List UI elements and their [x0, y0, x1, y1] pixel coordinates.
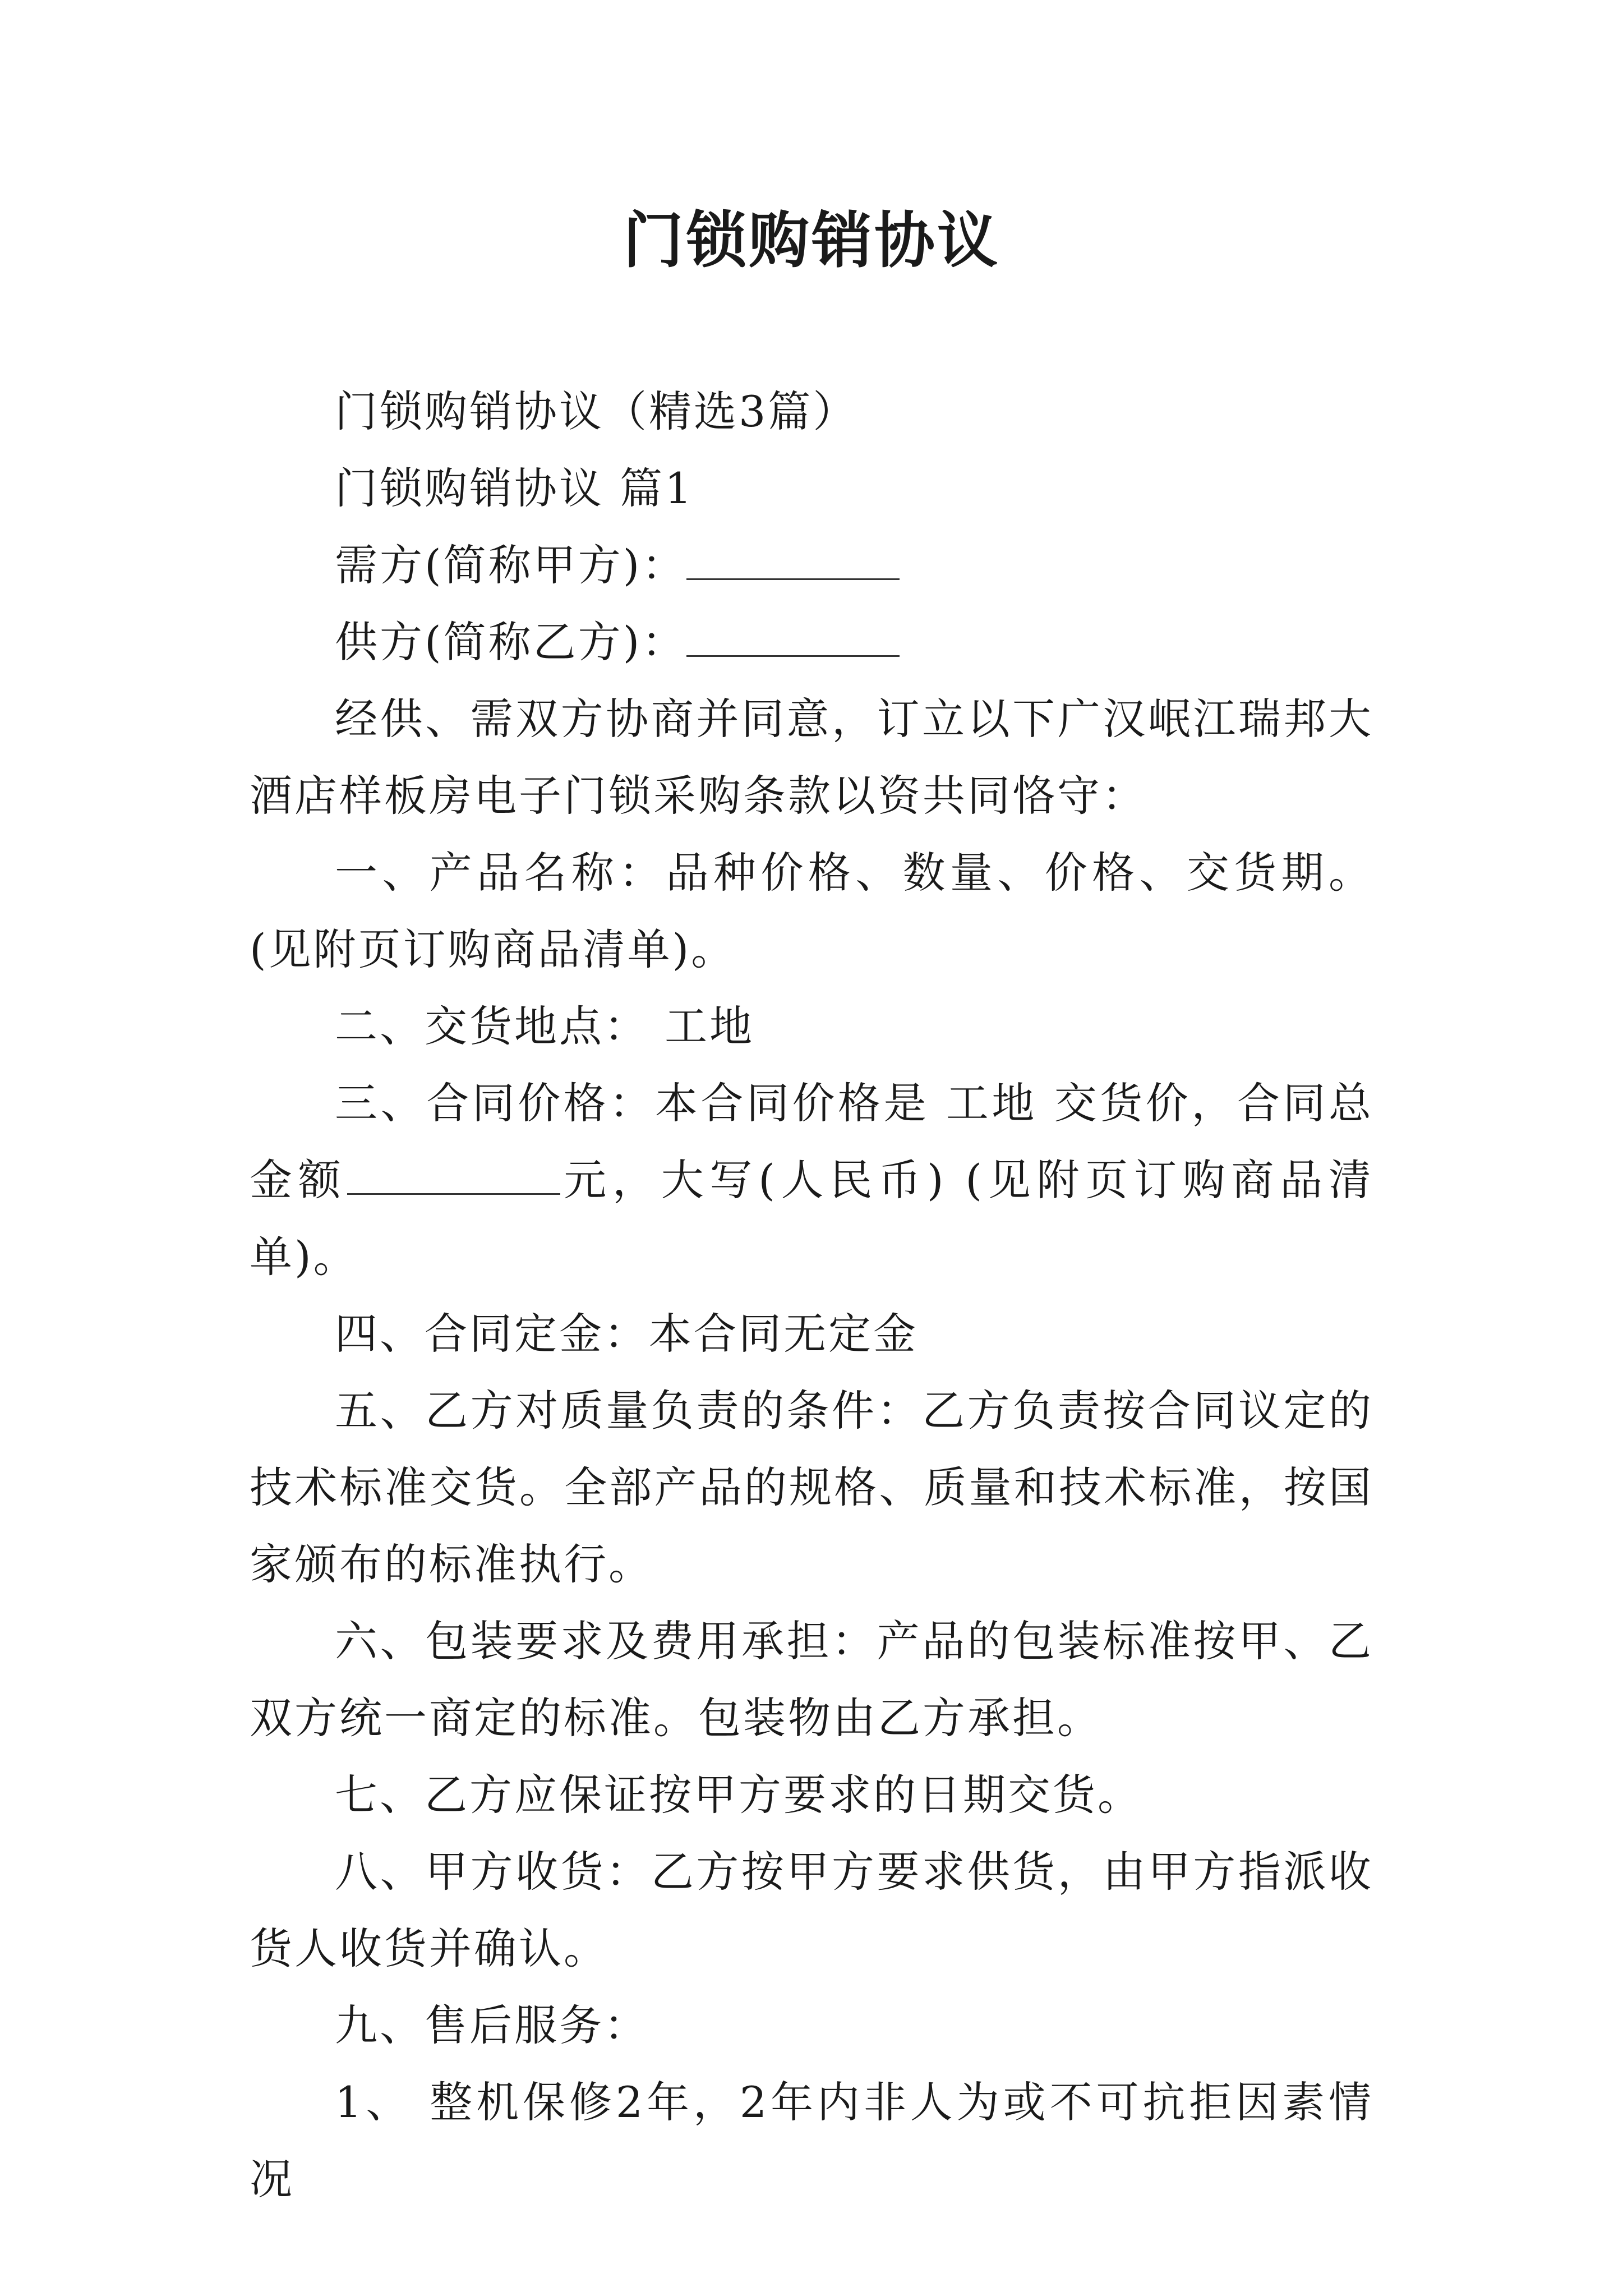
paragraph-buyer-line: [250, 527, 1373, 604]
paragraph-clause-7: 七、乙方应保证按甲方要求的日期交货。: [335, 1770, 1142, 1820]
paragraph-preamble: 经供、需双方协商并同意，订立以下广汉岷江瑞邦大酒店样板房电子门锁采购条款以资共同恪守：: [250, 694, 1373, 821]
paragraph-clause-3: [250, 1065, 1373, 1295]
paragraph-clause-4: 四、合同定金：本合同无定金: [335, 1309, 918, 1359]
document-title: 门锁购销协议: [623, 206, 1000, 276]
paragraph-clause-6: 六、包装要求及费用承担：产品的包装标准按甲、乙双方统一商定的标准。包装物由乙方承担。: [250, 1616, 1373, 1743]
supplier-label: 供方(简称乙方)：: [335, 617, 687, 667]
paragraph-clause-1: 一、产品名称：品种价格、数量、价格、交货期。(见附页订购商品清单)。: [250, 848, 1373, 974]
buyer-blank: [686, 539, 900, 580]
paragraph-clause-5: 五、乙方对质量负责的条件：乙方负责按合同议定的技术标准交货。全部产品的规格、质量和技术标准，按国家颁布的标准执行。: [250, 1386, 1373, 1589]
clause-3-after: 元，大写(人民币) (见附页订购商品清单)。: [250, 1155, 1374, 1282]
paragraph-clause-9-item-1: 1、 整机保修2年，2年内非人为或不可抗拒因素情况: [250, 2077, 1373, 2204]
paragraph-section-heading: 门锁购销协议 篇1: [335, 463, 694, 513]
amount-blank: [347, 1154, 560, 1195]
paragraph-clause-9: 九、售后服务：: [335, 2000, 649, 2050]
paragraph-clause-8: 八、甲方收货：乙方按甲方要求供货，由甲方指派收货人收货并确认。: [250, 1847, 1373, 1973]
paragraph-subtitle: 门锁购销协议（精选3篇）: [335, 386, 858, 436]
paragraph-supplier-line: [250, 604, 1373, 680]
clause-3-before: 三、合同价格：本合同价格是 工地 交货价，合同总金额: [250, 1078, 1373, 1205]
supplier-blank: [686, 616, 900, 657]
buyer-label: 需方(简称甲方)：: [335, 540, 687, 590]
document-body: [250, 373, 1373, 2217]
paragraph-clause-2: 二、交货地点： 工地: [335, 1001, 755, 1051]
